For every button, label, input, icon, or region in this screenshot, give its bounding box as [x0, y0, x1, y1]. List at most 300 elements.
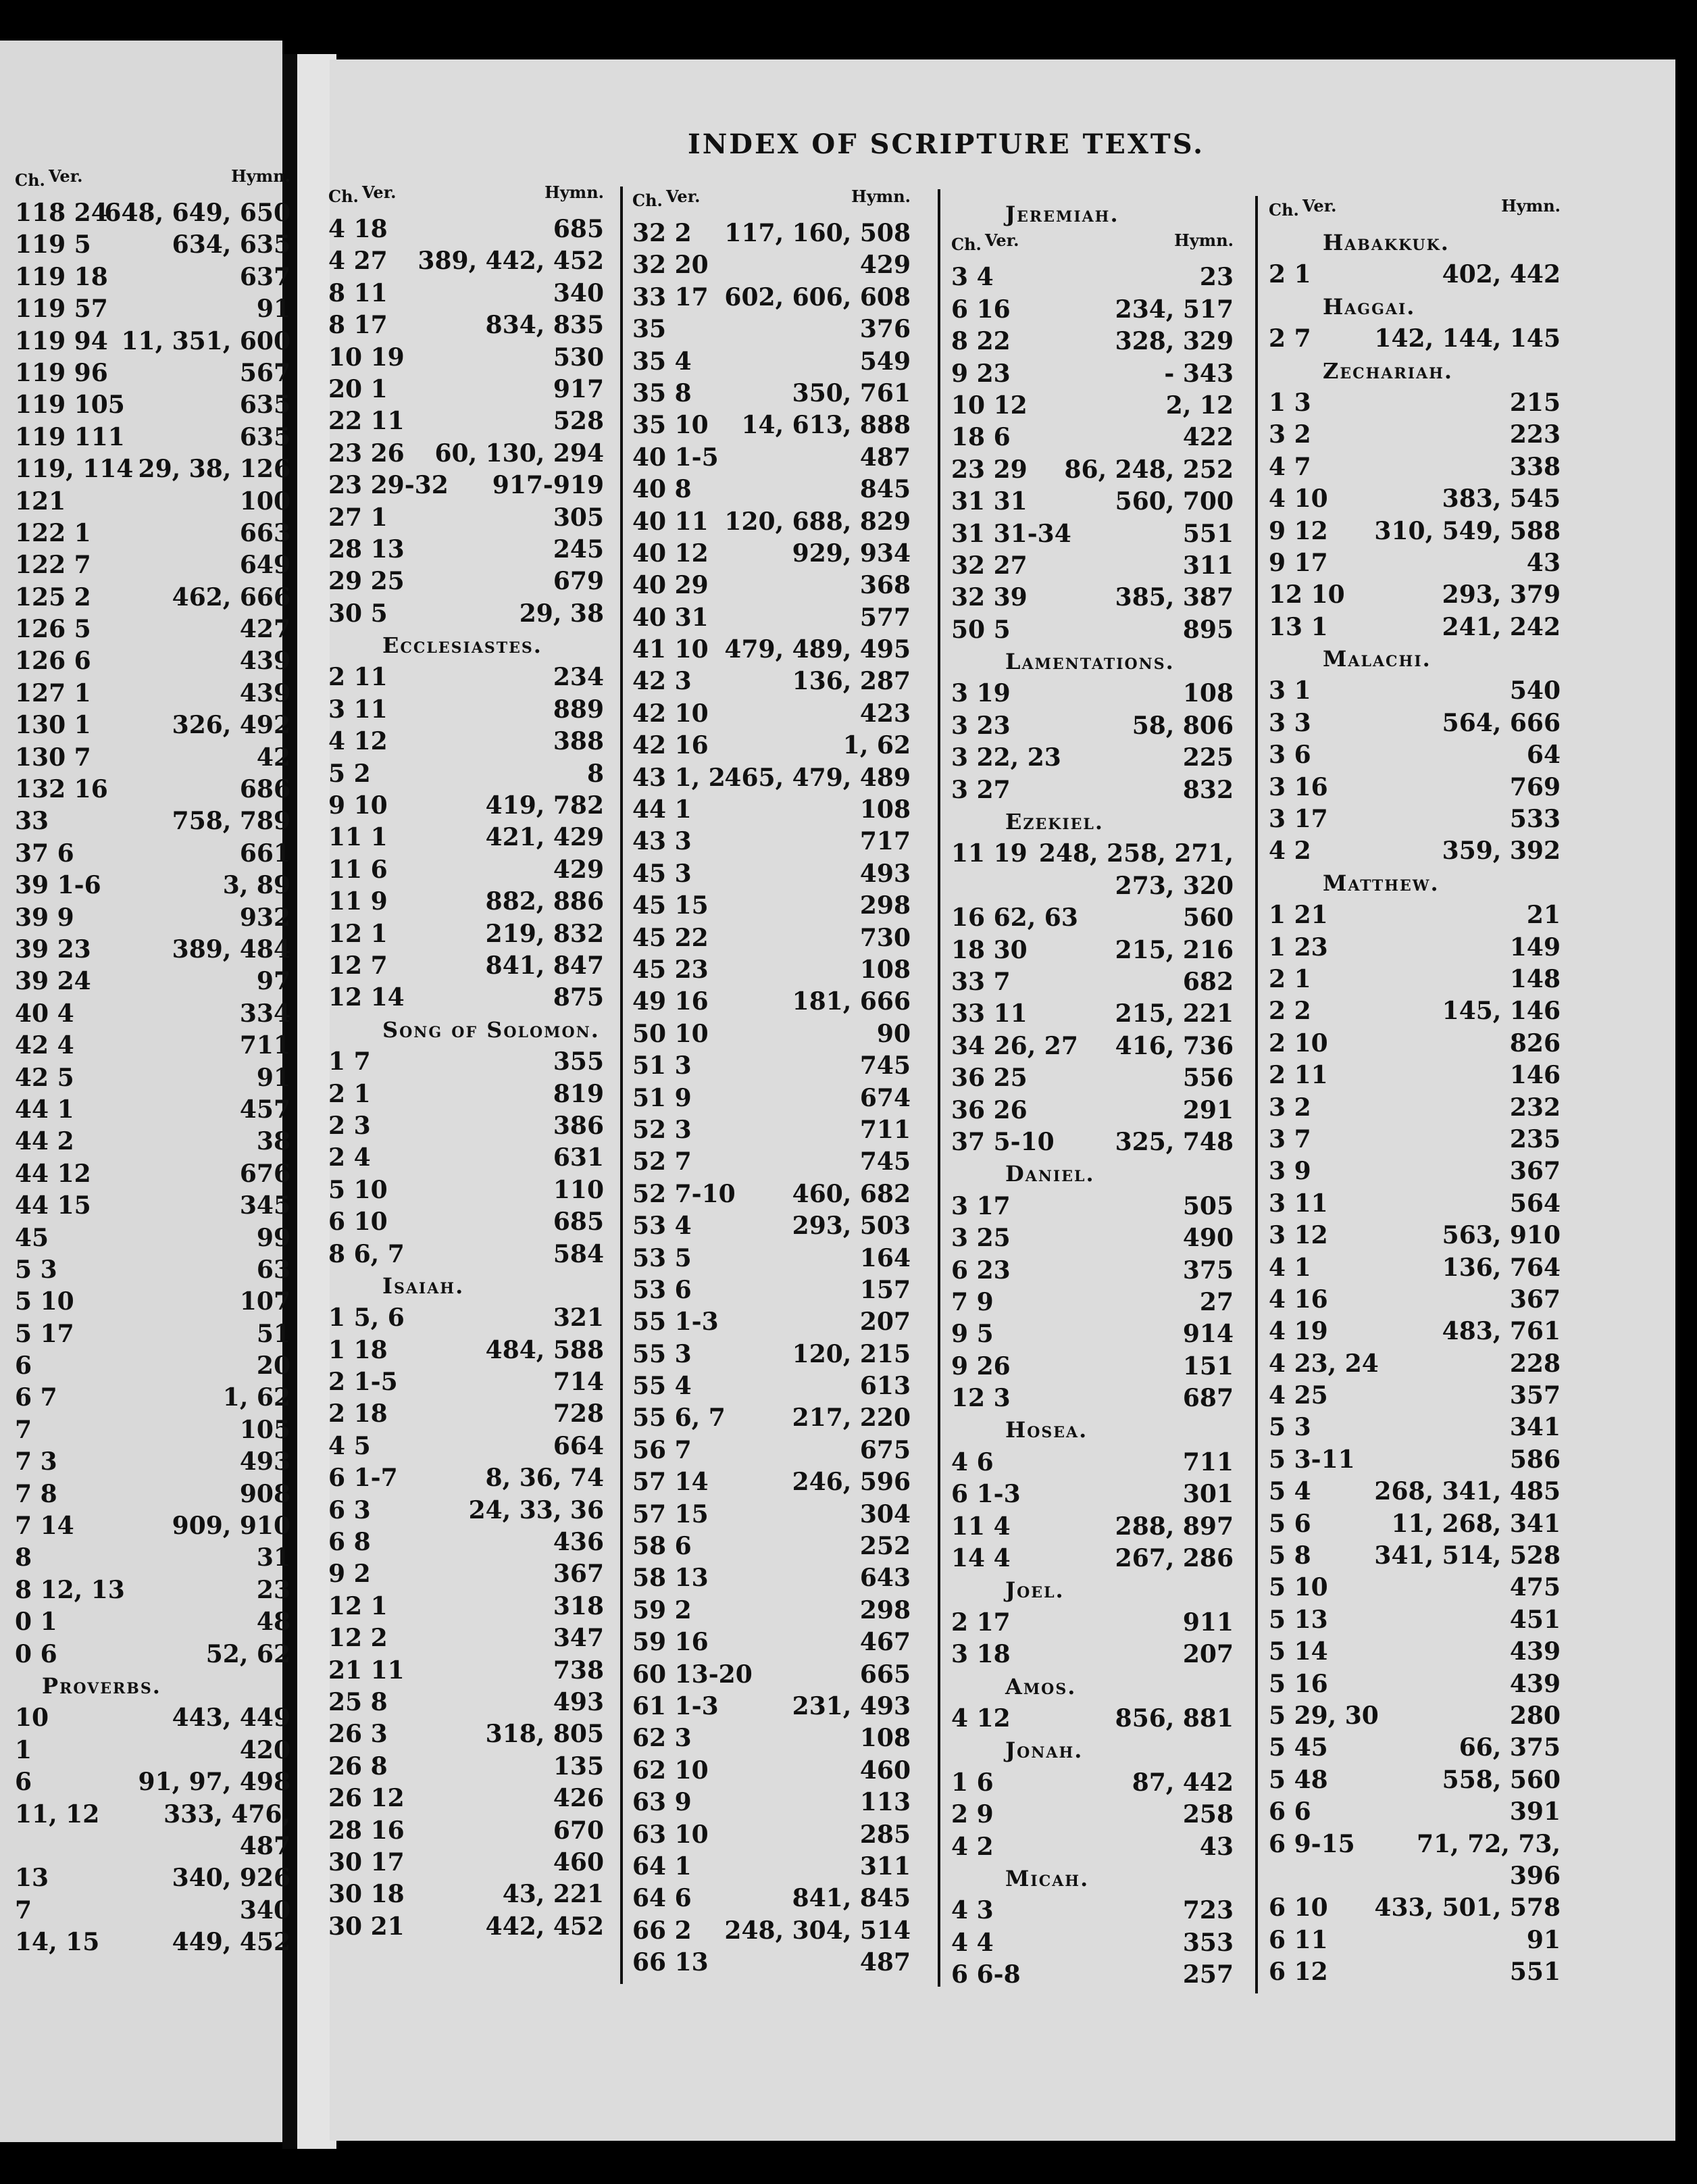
- index-entry: [951, 518, 1234, 550]
- hymn-numbers: - 343: [1164, 359, 1234, 388]
- hymn-numbers: 388: [553, 727, 604, 756]
- hymn-numbers: 145, 146: [1442, 997, 1561, 1026]
- hymn-numbers: 321: [553, 1304, 604, 1333]
- hymn-numbers: 856, 881: [1115, 1704, 1234, 1733]
- hymn-numbers: 328, 329: [1115, 327, 1234, 356]
- hymn-numbers: 347: [553, 1624, 604, 1653]
- chapter-verse: 5 3: [1269, 1413, 1311, 1442]
- hymn-numbers: 340, 926: [172, 1864, 290, 1893]
- index-entry: [328, 438, 604, 470]
- hymn-numbers: 613: [859, 1372, 911, 1401]
- index-entry: [632, 1947, 911, 1979]
- chapter-verse: 3 9: [1269, 1157, 1311, 1186]
- index-entry: [951, 1703, 1234, 1735]
- chapter-verse: 11, 12: [15, 1800, 100, 1829]
- chapter-verse: 130 1: [15, 711, 91, 740]
- index-entry: [1269, 1092, 1561, 1124]
- book-heading: Daniel.: [1005, 1161, 1095, 1187]
- book-heading: Amos.: [1005, 1673, 1077, 1699]
- hymn-numbers: 148: [1509, 964, 1561, 993]
- index-entry: [632, 986, 911, 1018]
- hymn-numbers: 533: [1509, 805, 1561, 834]
- hymn-numbers: 549: [859, 347, 911, 376]
- hymn-numbers: 326, 492: [172, 711, 290, 740]
- index-entry: [328, 1078, 604, 1110]
- chapter-verse: 12 3: [951, 1384, 1011, 1413]
- chapter-verse: 45 3: [632, 859, 692, 888]
- hymn-numbers: 540: [1509, 676, 1561, 705]
- chapter-verse: 2 18: [328, 1399, 388, 1429]
- book-heading: Ezekiel.: [1005, 809, 1105, 835]
- book-heading: Isaiah.: [382, 1272, 465, 1299]
- chapter-verse: 23 29-32: [328, 471, 449, 500]
- hymn-numbers: 325, 748: [1115, 1127, 1234, 1156]
- hymn-numbers: 135: [553, 1752, 604, 1781]
- hymn-numbers: 29, 38, 126: [138, 455, 290, 484]
- index-entry: [1269, 708, 1561, 739]
- chapter-verse: 7: [15, 1895, 32, 1925]
- chapter-verse: 5 6: [1269, 1509, 1311, 1538]
- hymn-numbers: 117, 160, 508: [724, 219, 911, 247]
- hymn-numbers: 443, 449: [172, 1704, 290, 1733]
- chapter-verse: 57 15: [632, 1499, 709, 1529]
- chapter-verse: 8 11: [328, 278, 388, 307]
- hymn-numbers: 100: [239, 487, 290, 516]
- hymn-numbers: 682: [1182, 967, 1234, 996]
- index-entry: [1269, 612, 1561, 643]
- chapter-verse: 2 1: [328, 1079, 371, 1108]
- index-entry: [1269, 835, 1561, 867]
- index-entry: [632, 570, 911, 601]
- index-entry: [951, 1031, 1234, 1062]
- hymn-numbers: 663: [239, 518, 290, 547]
- hymn-numbers: 63: [256, 1255, 290, 1284]
- index-entry: [1269, 451, 1561, 483]
- header-ch: Ch.: [15, 170, 45, 190]
- index-entry: [951, 550, 1234, 582]
- chapter-verse: 56 7: [632, 1435, 692, 1464]
- chapter-verse: 3 18: [951, 1640, 1011, 1669]
- index-entry: [951, 454, 1234, 486]
- hymn-numbers: 875: [553, 983, 604, 1012]
- chapter-verse: 3 25: [951, 1224, 1011, 1253]
- hymn-numbers: 301: [1182, 1480, 1234, 1509]
- index-entry: [632, 1627, 911, 1658]
- index-entry: [328, 918, 604, 950]
- index-entry: [15, 1895, 290, 1927]
- chapter-verse: 1 18: [328, 1335, 388, 1364]
- hymn-numbers: 416, 736: [1115, 1031, 1234, 1060]
- index-entry: [951, 326, 1234, 357]
- hymn-numbers: 341: [1509, 1413, 1561, 1442]
- index-entry: [951, 1639, 1234, 1670]
- header-ver: Ver.: [666, 187, 701, 206]
- hymn-numbers: 31: [256, 1543, 290, 1572]
- index-entry: [632, 1722, 911, 1754]
- index-entry: [1269, 739, 1561, 771]
- chapter-verse: 4 6: [951, 1447, 994, 1476]
- hymn-numbers: 164: [859, 1243, 911, 1272]
- chapter-verse: 58 13: [632, 1564, 709, 1593]
- hymn-numbers: 685: [553, 1208, 604, 1237]
- index-entry: [328, 1527, 604, 1558]
- chapter-verse: 9 26: [951, 1351, 1011, 1381]
- hymn-numbers: 305: [553, 503, 604, 532]
- chapter-verse: 42 5: [15, 1063, 74, 1092]
- hymn-numbers: 386: [553, 1111, 604, 1140]
- index-entry: [632, 1915, 911, 1947]
- hymn-numbers: 723: [1182, 1896, 1234, 1925]
- index-entry: [328, 1206, 604, 1238]
- index-entry: [15, 357, 290, 389]
- hymn-numbers: 932: [239, 903, 290, 932]
- index-column-3: [632, 187, 911, 1979]
- chapter-verse: 55 1-3: [632, 1308, 719, 1337]
- hymn-numbers: 467: [859, 1628, 911, 1657]
- index-entry: [15, 1766, 290, 1798]
- index-entry: [15, 902, 290, 934]
- chapter-verse: 53 4: [632, 1212, 692, 1241]
- index-entry: [328, 374, 604, 405]
- chapter-verse: 3 1: [1269, 676, 1311, 705]
- index-entry: [951, 262, 1234, 293]
- hymn-numbers: 280: [1509, 1701, 1561, 1730]
- chapter-verse: 61 1-3: [632, 1691, 719, 1720]
- hymn-numbers: 908: [239, 1479, 290, 1508]
- chapter-verse: 6 10: [1269, 1893, 1328, 1922]
- index-entry: [632, 249, 911, 281]
- hymn-numbers: 634, 635: [172, 230, 290, 259]
- index-entry: [951, 582, 1234, 614]
- hymn-numbers: 826: [1509, 1028, 1561, 1058]
- index-entry: [15, 1542, 290, 1574]
- hymn-numbers: 917: [553, 374, 604, 403]
- chapter-verse: 3 22, 23: [951, 743, 1061, 772]
- hymn-numbers: 439: [239, 647, 290, 676]
- column-rule: [1255, 196, 1258, 1993]
- index-entry: [632, 218, 911, 249]
- chapter-verse: 12 2: [328, 1624, 388, 1653]
- column-rule: [938, 189, 940, 1987]
- chapter-verse: 3 11: [1269, 1189, 1328, 1218]
- hymn-numbers: 676: [239, 1159, 290, 1188]
- chapter-verse: 59 2: [632, 1595, 692, 1624]
- index-entry: [951, 1447, 1234, 1479]
- hymn-numbers: 345: [239, 1191, 290, 1220]
- hymn-numbers: 449, 452: [172, 1928, 290, 1957]
- index-entry: [15, 326, 290, 357]
- hymn-numbers: 439: [239, 678, 290, 708]
- chapter-verse: 6 7: [15, 1383, 57, 1412]
- index-entry: [632, 666, 911, 697]
- index-entry: [632, 1339, 911, 1370]
- chapter-verse: 6 6: [1269, 1797, 1311, 1827]
- hymn-numbers: 635: [239, 422, 290, 451]
- index-entry: [1269, 419, 1561, 451]
- chapter-verse: 9 10: [328, 791, 388, 820]
- index-entry: [1269, 1860, 1561, 1892]
- index-entry: [951, 1062, 1234, 1094]
- hymn-numbers: 11, 268, 341: [1391, 1509, 1561, 1538]
- hymn-numbers: 429: [859, 251, 911, 280]
- index-entry: [328, 245, 604, 277]
- hymn-numbers: 551: [1182, 519, 1234, 548]
- index-entry: [951, 742, 1234, 774]
- hymn-numbers: 635: [239, 391, 290, 420]
- chapter-verse: 45: [15, 1223, 49, 1252]
- index-entry: [632, 698, 911, 730]
- hymn-numbers: 895: [1182, 615, 1234, 644]
- chapter-verse: 12 1: [328, 919, 388, 948]
- index-entry: [15, 1190, 290, 1222]
- hymn-numbers: 149: [1509, 933, 1561, 962]
- header-ch: Ch.: [632, 191, 663, 210]
- index-entry: [632, 1659, 911, 1691]
- hymn-numbers: 465, 479, 489: [724, 763, 911, 792]
- index-entry: [15, 645, 290, 677]
- index-entry: [1269, 259, 1561, 291]
- hymn-numbers: 664: [553, 1431, 604, 1460]
- hymn-numbers: 738: [553, 1656, 604, 1685]
- hymn-numbers: 311: [859, 1852, 911, 1881]
- chapter-verse: 2 1: [1269, 964, 1311, 993]
- index-entry: [1269, 1252, 1561, 1284]
- index-entry: [328, 694, 604, 726]
- chapter-verse: 8 22: [951, 327, 1011, 356]
- index-entry: [951, 838, 1234, 870]
- chapter-verse: 35: [632, 315, 667, 344]
- hymn-numbers: 231, 493: [792, 1691, 911, 1720]
- index-entry: [632, 1883, 911, 1914]
- index-entry: [1269, 1412, 1561, 1443]
- chapter-verse: 44 12: [15, 1159, 91, 1188]
- index-entry: [632, 538, 911, 570]
- hymn-numbers: 273, 320: [1115, 871, 1234, 900]
- chapter-verse: 28 13: [328, 535, 405, 564]
- chapter-verse: 36 25: [951, 1064, 1028, 1093]
- book-heading: Lamentations.: [1005, 649, 1175, 675]
- chapter-verse: 119, 114: [15, 455, 134, 484]
- chapter-verse: 39 24: [15, 967, 91, 996]
- index-entry: [15, 1350, 290, 1382]
- chapter-verse: 62 10: [632, 1756, 709, 1785]
- index-entry: [632, 1499, 911, 1531]
- chapter-verse: 3 11: [328, 695, 388, 724]
- hymn-numbers: 267, 286: [1115, 1544, 1234, 1573]
- hymn-numbers: 487: [859, 443, 911, 472]
- chapter-verse: 35 8: [632, 378, 692, 407]
- chapter-verse: 39 1-6: [15, 871, 101, 900]
- chapter-verse: 7 14: [15, 1512, 74, 1541]
- index-entry: [1269, 1764, 1561, 1796]
- header-ch: Ch.: [328, 187, 359, 206]
- hymn-numbers: 368: [859, 571, 911, 600]
- book-heading: Malachi.: [1323, 646, 1432, 672]
- index-entry: [951, 774, 1234, 806]
- hymn-numbers: 338: [1509, 452, 1561, 481]
- index-entry: [15, 1639, 290, 1670]
- hymn-numbers: 340: [239, 1895, 290, 1925]
- chapter-verse: 5 13: [1269, 1605, 1328, 1634]
- index-entry: [632, 1466, 911, 1498]
- chapter-verse: 45 23: [632, 955, 709, 984]
- chapter-verse: 31 31-34: [951, 519, 1071, 548]
- chapter-verse: 63 9: [632, 1788, 692, 1817]
- hymn-numbers: 318, 805: [485, 1720, 604, 1749]
- header-ver: Ver.: [985, 230, 1019, 251]
- hymn-numbers: 105: [239, 1415, 290, 1444]
- hymn-numbers: 484, 588: [485, 1335, 604, 1364]
- hymn-numbers: 841, 845: [792, 1884, 911, 1913]
- column-header: [1269, 196, 1561, 227]
- hymn-numbers: 64: [1526, 741, 1561, 770]
- index-entry: [632, 1819, 911, 1851]
- hymn-numbers: 108: [1182, 679, 1234, 708]
- index-entry: [1269, 1444, 1561, 1476]
- index-entry: [951, 1799, 1234, 1831]
- hymn-numbers: 487: [859, 1948, 911, 1977]
- chapter-verse: 2 17: [951, 1608, 1011, 1637]
- chapter-verse: 12 7: [328, 951, 388, 980]
- hymn-numbers: 643: [859, 1564, 911, 1593]
- index-entry: [15, 870, 290, 901]
- index-entry: [1269, 1284, 1561, 1316]
- book-heading: Hosea.: [1005, 1417, 1088, 1443]
- index-entry: [632, 858, 911, 890]
- index-entry: [328, 1847, 604, 1879]
- hymn-numbers: 107: [239, 1287, 290, 1316]
- hymn-numbers: 423: [859, 699, 911, 728]
- chapter-verse: 63 10: [632, 1820, 709, 1849]
- chapter-verse: 33: [15, 807, 49, 836]
- chapter-verse: 64 6: [632, 1884, 692, 1913]
- chapter-verse: 0 6: [15, 1639, 57, 1668]
- index-entry: [1269, 1060, 1561, 1091]
- hymn-numbers: 38: [256, 1127, 290, 1156]
- chapter-verse: 3 3: [1269, 708, 1311, 737]
- index-entry: [632, 1787, 911, 1818]
- index-entry: [632, 1306, 911, 1338]
- chapter-verse: 122 7: [15, 551, 91, 580]
- chapter-verse: 6 12: [1269, 1958, 1328, 1987]
- column-rule: [620, 187, 623, 1984]
- chapter-verse: 45 15: [632, 891, 709, 920]
- hymn-numbers: 711: [239, 1031, 290, 1060]
- hymn-numbers: 99: [256, 1223, 290, 1252]
- index-entry: [951, 1095, 1234, 1126]
- header-hymn: Hymn.: [1174, 230, 1234, 251]
- index-entry: [951, 1351, 1234, 1383]
- chapter-verse: 13: [15, 1864, 49, 1893]
- chapter-verse: 60 13-20: [632, 1660, 753, 1689]
- index-entry: [328, 1302, 604, 1334]
- hymn-numbers: 493: [553, 1687, 604, 1716]
- index-entry: [328, 982, 604, 1014]
- index-entry: [328, 1239, 604, 1270]
- hymn-numbers: 551: [1509, 1958, 1561, 1987]
- hymn-numbers: 564: [1509, 1189, 1561, 1218]
- index-entry: [328, 1655, 604, 1687]
- hymn-numbers: 42: [256, 743, 290, 772]
- index-entry: [328, 662, 604, 693]
- hymn-numbers: 23: [256, 1575, 290, 1604]
- index-entry: [15, 1382, 290, 1414]
- hymn-numbers: 248, 258, 271,: [1038, 839, 1234, 868]
- chapter-verse: 22 11: [328, 407, 405, 436]
- index-entry: [15, 966, 290, 997]
- chapter-verse: 2 11: [328, 663, 388, 692]
- index-entry: [1269, 1348, 1561, 1380]
- hymn-numbers: 341, 514, 528: [1374, 1541, 1561, 1570]
- hymn-numbers: 558, 560: [1442, 1765, 1561, 1794]
- index-entry: [632, 410, 911, 441]
- chapter-verse: 20 1: [328, 374, 388, 403]
- book-heading: Habakkuk.: [1323, 230, 1450, 255]
- index-entry: [951, 358, 1234, 390]
- chapter-verse: 27 1: [328, 503, 388, 532]
- hymn-numbers: 832: [1182, 775, 1234, 804]
- chapter-verse: 132 16: [15, 775, 108, 804]
- chapter-verse: 3 19: [951, 679, 1011, 708]
- chapter-verse: 2 9: [951, 1800, 994, 1829]
- book-heading: Song of Solomon.: [382, 1016, 600, 1043]
- index-entry: [1269, 1028, 1561, 1060]
- chapter-verse: 10 19: [328, 343, 405, 372]
- chapter-verse: 36 26: [951, 1095, 1028, 1124]
- index-entry: [1269, 323, 1561, 355]
- hymn-numbers: 528: [553, 407, 604, 436]
- hymn-numbers: 318: [553, 1591, 604, 1620]
- chapter-verse: 45 22: [632, 923, 709, 952]
- hymn-numbers: 457: [239, 1095, 290, 1124]
- hymn-numbers: 91, 97, 498: [138, 1768, 290, 1797]
- index-entry: [328, 1622, 604, 1654]
- chapter-verse: 6 6-8: [951, 1960, 1021, 1989]
- chapter-verse: 2 10: [1269, 1028, 1328, 1058]
- hymn-numbers: 487: [239, 1831, 290, 1860]
- index-entry: [632, 794, 911, 826]
- index-entry: [632, 1370, 911, 1402]
- chapter-verse: 5 48: [1269, 1765, 1328, 1794]
- chapter-verse: 7: [15, 1415, 32, 1444]
- hymn-numbers: 91: [1526, 1925, 1561, 1954]
- chapter-verse: 5 10: [328, 1175, 388, 1204]
- hymn-numbers: 911: [1182, 1608, 1234, 1637]
- index-entry: [328, 309, 604, 341]
- hymn-numbers: 889: [553, 695, 604, 724]
- index-entry: [951, 486, 1234, 518]
- index-entry: [328, 1718, 604, 1750]
- hymn-numbers: 483, 761: [1442, 1317, 1561, 1346]
- book-heading: Matthew.: [1323, 870, 1440, 896]
- hymn-numbers: 232: [1509, 1093, 1561, 1122]
- hymn-numbers: 108: [859, 1724, 911, 1753]
- hymn-numbers: 745: [859, 1147, 911, 1176]
- chapter-verse: 33 17: [632, 282, 709, 312]
- chapter-verse: 9 5: [951, 1320, 994, 1349]
- chapter-verse: 26 12: [328, 1784, 405, 1813]
- hymn-numbers: 685: [553, 215, 604, 243]
- chapter-verse: 3 27: [951, 775, 1011, 804]
- chapter-verse: 18 30: [951, 935, 1028, 964]
- index-entry: [15, 1286, 290, 1318]
- index-entry: [632, 1083, 911, 1114]
- hymn-numbers: 909, 910: [172, 1512, 290, 1541]
- index-entry: [15, 774, 290, 805]
- hymn-numbers: 385, 387: [1115, 583, 1234, 612]
- hymn-numbers: 136, 287: [792, 667, 911, 696]
- index-entry: [632, 1050, 911, 1082]
